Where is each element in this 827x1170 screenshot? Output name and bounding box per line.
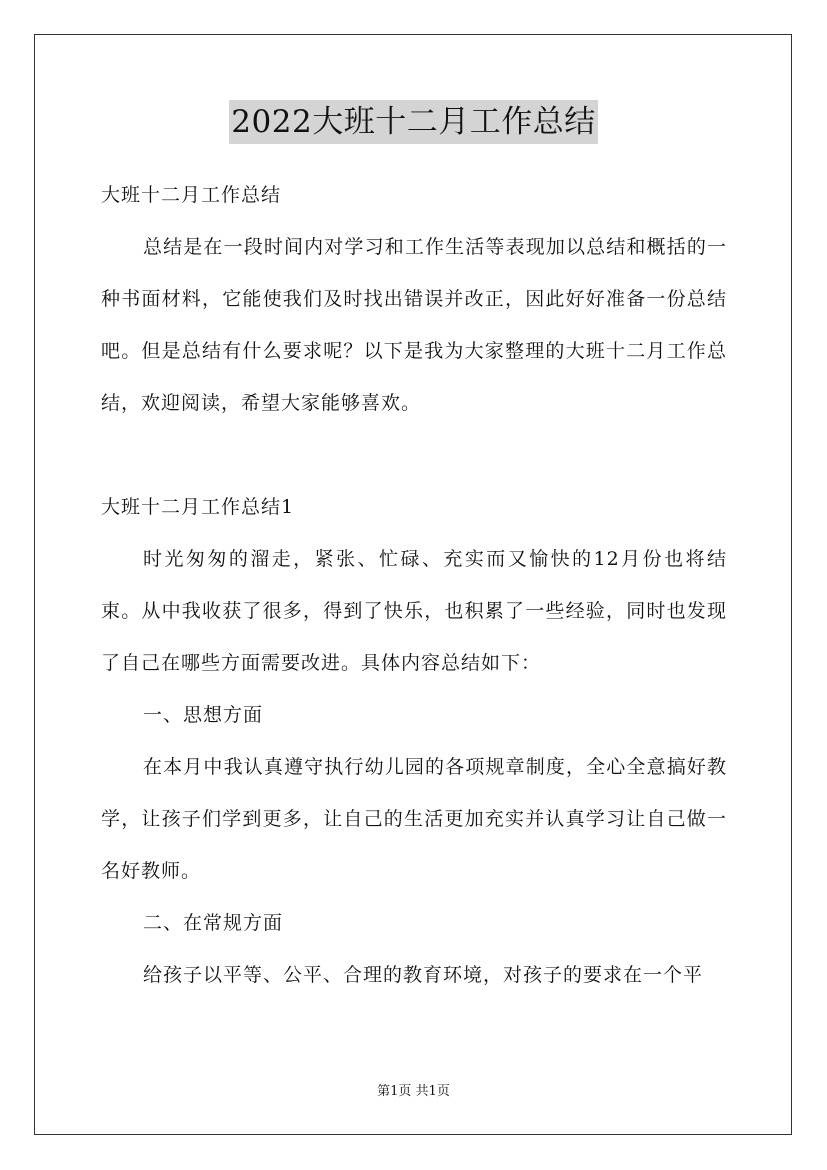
page-footer: 第1页 共1页 (377, 1084, 450, 1099)
blank-line (101, 429, 727, 481)
title-container (0, 100, 827, 144)
section-heading: 大班十二月工作总结 (101, 184, 282, 206)
document-body (101, 169, 727, 1001)
intro-paragraph: 总结是在一段时间内对学习和工作生活等表现加以总结和概括的一种书面材料，它能使我们及时找出错误并改正，因此好好准备一份总结吧。但是总结有什么要求呢？以下是我为大家整理的大班十二月工作总结，欢迎阅读，希望大家能够喜欢。 (101, 236, 727, 414)
document-title: 2022大班十二月工作总结 (229, 100, 597, 144)
body-paragraph: 时光匆匆的溜走，紧张、忙碌、充实而又愉快的12月份也将结束。从中我收获了很多，得到了快乐，也积累了一些经验，同时也发现了自己在哪些方面需要改进。具体内容总结如下： (101, 548, 727, 674)
body-paragraph: 给孩子以平等、公平、合理的教育环境，对孩子的要求在一个平 (143, 964, 704, 986)
section-heading: 大班十二月工作总结1 (101, 496, 295, 518)
subsection-heading: 一、思想方面 (143, 704, 264, 726)
subsection-heading: 二、在常规方面 (143, 912, 284, 934)
body-paragraph: 在本月中我认真遵守执行幼儿园的各项规章制度，全心全意搞好教学，让孩子们学到更多，让自己的生活更加充实并认真学习让自己做一名好教师。 (101, 756, 727, 882)
